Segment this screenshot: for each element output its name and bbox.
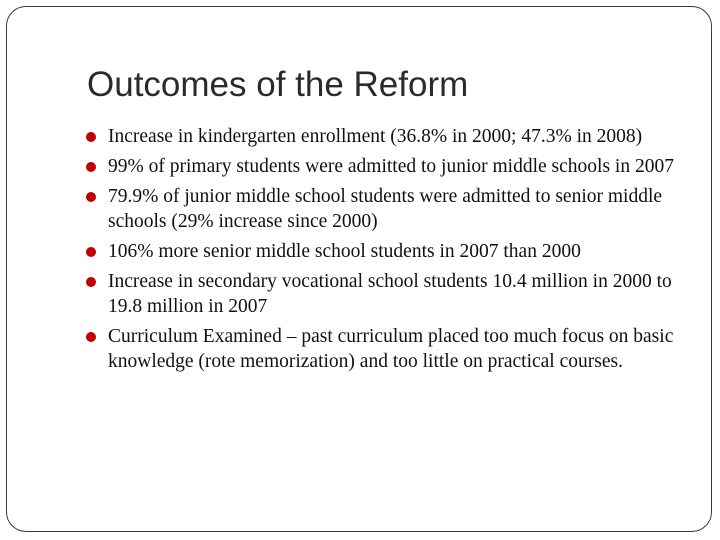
bullet-item xyxy=(85,324,695,374)
slide xyxy=(6,6,712,532)
bullet-item xyxy=(85,154,695,179)
bullet-item xyxy=(85,184,695,234)
bullet-dot-icon xyxy=(86,192,96,202)
bullet-item xyxy=(85,124,695,149)
bullet-text: 106% more senior middle school students in 2007 than 2000 xyxy=(108,241,581,262)
bullet-dot-icon xyxy=(86,247,96,257)
bullet-dot-icon xyxy=(86,162,96,172)
bullet-dot-icon xyxy=(86,277,96,287)
slide-title: Outcomes of the Reform xyxy=(87,65,469,104)
bullet-text: 99% of primary students were admitted to junior middle schools in 2007 xyxy=(108,156,674,177)
bullet-dot-icon xyxy=(86,332,96,342)
bullet-list xyxy=(85,124,695,379)
bullet-item xyxy=(85,269,695,319)
bullet-text: Increase in kindergarten enrollment (36.8% in 2000; 47.3% in 2008) xyxy=(108,126,643,147)
bullet-dot-icon xyxy=(86,132,96,142)
bullet-text: Curriculum Examined – past curriculum placed too much focus on basic knowledge (rote memorization) and too little on practical courses. xyxy=(108,326,674,372)
bullet-text: 79.9% of junior middle school students were admitted to senior middle schools (29% increase since 2000) xyxy=(108,186,663,232)
bullet-item xyxy=(85,239,695,264)
bullet-text: Increase in secondary vocational school students 10.4 million in 2000 to 19.8 million in 2007 xyxy=(108,271,672,317)
